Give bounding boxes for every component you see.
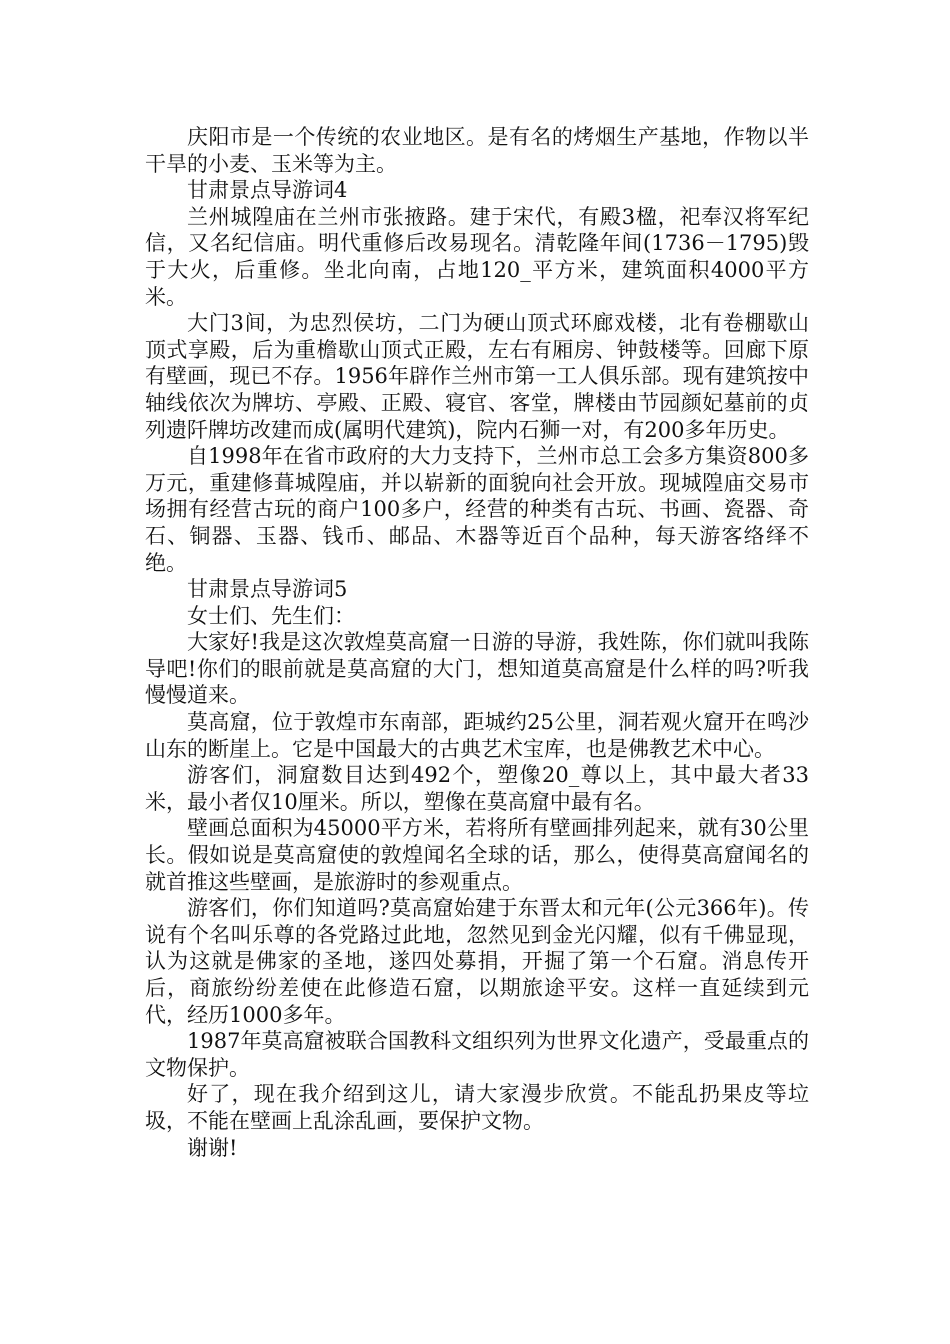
paragraph-qingyang-agriculture: 庆阳市是一个传统的农业地区。是有名的烤烟生产基地，作物以半干旱的小麦、玉米等为主。 [145,125,809,176]
paragraph-world-heritage: 1987年莫高窟被联合国教科文组织列为世界文化遗产，受最重点的文物保护。 [145,1029,809,1080]
document-body [145,124,809,1161]
section-heading-guide-5: 甘肃景点导游词5 [187,577,348,602]
paragraph-guide-intro: 大家好!我是这次敦煌莫高窟一日游的导游，我姓陈，你们就叫我陈导吧!你们的眼前就是莫高窟的大门，想知道莫高窟是什么样的吗?听我慢慢道来。 [145,630,809,708]
paragraph-closing-reminder: 好了，现在我介绍到这儿，请大家漫步欣赏。不能乱扔果皮等垃圾，不能在壁画上乱涂乱画，要保护文物。 [145,1082,809,1133]
paragraph-chenghuang-temple-layout: 大门3间，为忠烈侯坊，二门为硬山顶式环廊戏楼，北有卷棚歇山顶式享殿，后为重檐歇山顶式正殿，左右有厢房、钟鼓楼等。回廊下原有壁画，现已不存。1956年辟作兰州市第一工人俱乐部。现有建筑按中轴线依次为牌坊、亭殿、正殿、寝官、客堂，牌楼由节园颜妃墓前的贞列遗阡牌坊改建而成(属明代建筑)，院内石狮一对，有200多年历史。 [145,311,809,442]
paragraph-thanks: 谢谢! [187,1135,238,1160]
paragraph-greeting: 女士们、先生们： [187,603,355,628]
paragraph-mogao-history: 游客们，你们知道吗?莫高窟始建于东晋太和元年(公元366年)。传说有个名叫乐尊的各党路过此地，忽然见到金光闪耀，似有千佛显现，认为这就是佛家的圣地，遂四处募捐，开掘了第一个石窟。消息传开后，商旅纷纷差使在此修造石窟，以期旅途平安。这样一直延续到元代，经历1000多年。 [145,896,809,1027]
paragraph-chenghuang-temple-market: 自1998年在省市政府的大力支持下，兰州市总工会多方集资800多万元，重建修葺城隍庙，并以崭新的面貌向社会开放。现城隍庙交易市场拥有经营古玩的商户100多户，经营的种类有古玩、书画、瓷器、奇石、铜器、玉器、钱币、邮品、木器等近百个品种，每天游客络绎不绝。 [145,444,809,575]
paragraph-mogao-location: 莫高窟，位于敦煌市东南部，距城约25公里，洞若观火窟开在鸣沙山东的断崖上。它是中国最大的古典艺术宝库，也是佛教艺术中心。 [145,710,809,761]
paragraph-mogao-statues: 游客们，洞窟数目达到492个，塑像20_尊以上，其中最大者33米，最小者仅10厘米。所以，塑像在莫高窟中最有名。 [145,763,809,814]
paragraph-chenghuang-temple-intro: 兰州城隍庙在兰州市张掖路。建于宋代，有殿3楹，祀奉汉将军纪信，又名纪信庙。明代重修后改易现名。清乾隆年间(1736－1795)毁于大火，后重修。坐北向南，占地120_平方米，建筑面积4000平方米。 [145,204,809,309]
section-heading-guide-4: 甘肃景点导游词4 [187,178,348,203]
paragraph-mogao-murals: 壁画总面积为45000平方米，若将所有壁画排列起来，就有30公里长。假如说是莫高窟使的敦煌闻名全球的话，那么，使得莫高窟闻名的就首推这些壁画，是旅游时的参观重点。 [145,816,809,894]
